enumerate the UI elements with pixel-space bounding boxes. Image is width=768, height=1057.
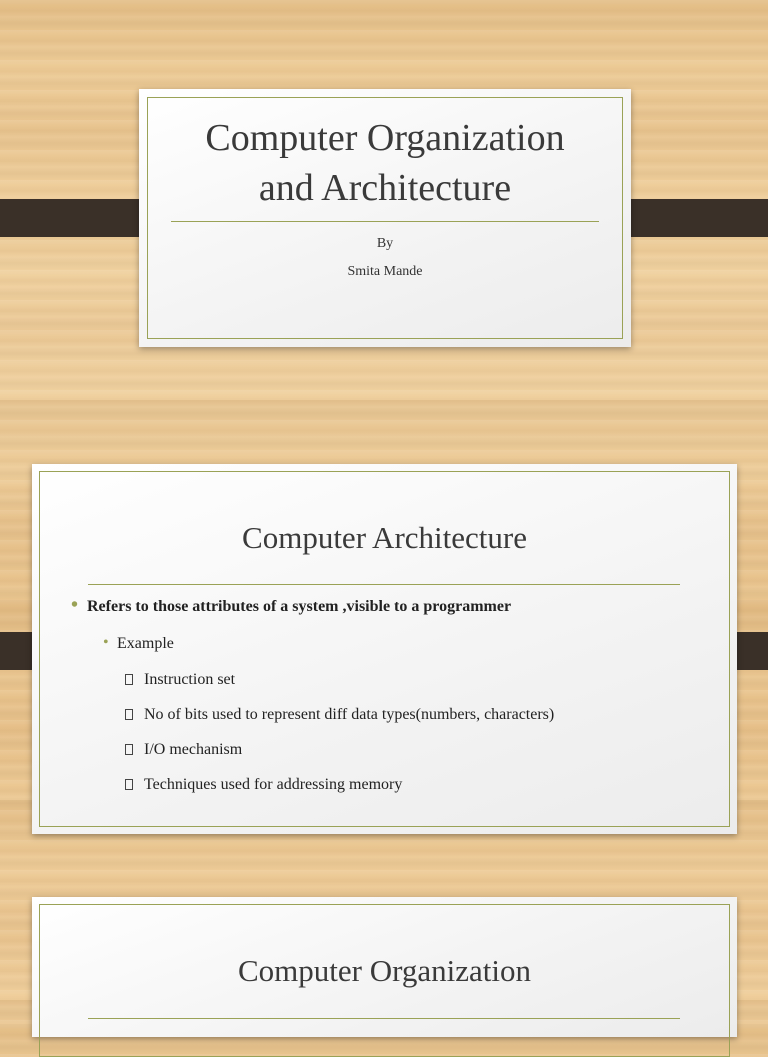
slide-title: Computer Organization <box>237 953 531 988</box>
list-item <box>71 594 512 616</box>
box-marker-icon <box>125 744 133 755</box>
box-marker-icon <box>125 674 133 685</box>
bullet-text: Refers to those attributes of a system ,visible to a programmer <box>87 598 512 615</box>
list-item <box>144 671 235 689</box>
bullet-dot-icon: • <box>71 594 79 616</box>
by-label: By <box>376 236 394 251</box>
box-marker-icon <box>125 779 133 790</box>
title-line-2: and Architecture <box>258 167 512 209</box>
slide-title: Computer Architecture <box>242 520 527 555</box>
list-item <box>144 776 402 794</box>
title-divider <box>171 221 599 222</box>
list-item <box>144 706 554 724</box>
bullet-text: Instruction set <box>144 671 236 688</box>
title-divider <box>88 1018 680 1019</box>
list-item <box>103 634 174 653</box>
bullet-text: I/O mechanism <box>144 741 243 758</box>
bullet-dot-icon: • <box>103 634 109 651</box>
title-divider <box>88 584 680 585</box>
slide1-left-tab <box>0 199 155 237</box>
author-name: Smita Mande <box>347 264 423 279</box>
slide1-right-tab <box>613 199 768 237</box>
title-slide[interactable] <box>139 89 631 347</box>
organization-slide[interactable] <box>32 897 737 1037</box>
slide-title <box>139 113 631 213</box>
bullet-text: Example <box>117 635 174 652</box>
list-item <box>144 741 242 759</box>
architecture-slide[interactable] <box>32 464 737 834</box>
bullet-text: Techniques used for addressing memory <box>144 776 403 793</box>
bullet-text: No of bits used to represent diff data types(numbers, characters) <box>144 706 555 723</box>
box-marker-icon <box>125 709 133 720</box>
title-line-1: Computer Organization <box>205 117 565 159</box>
